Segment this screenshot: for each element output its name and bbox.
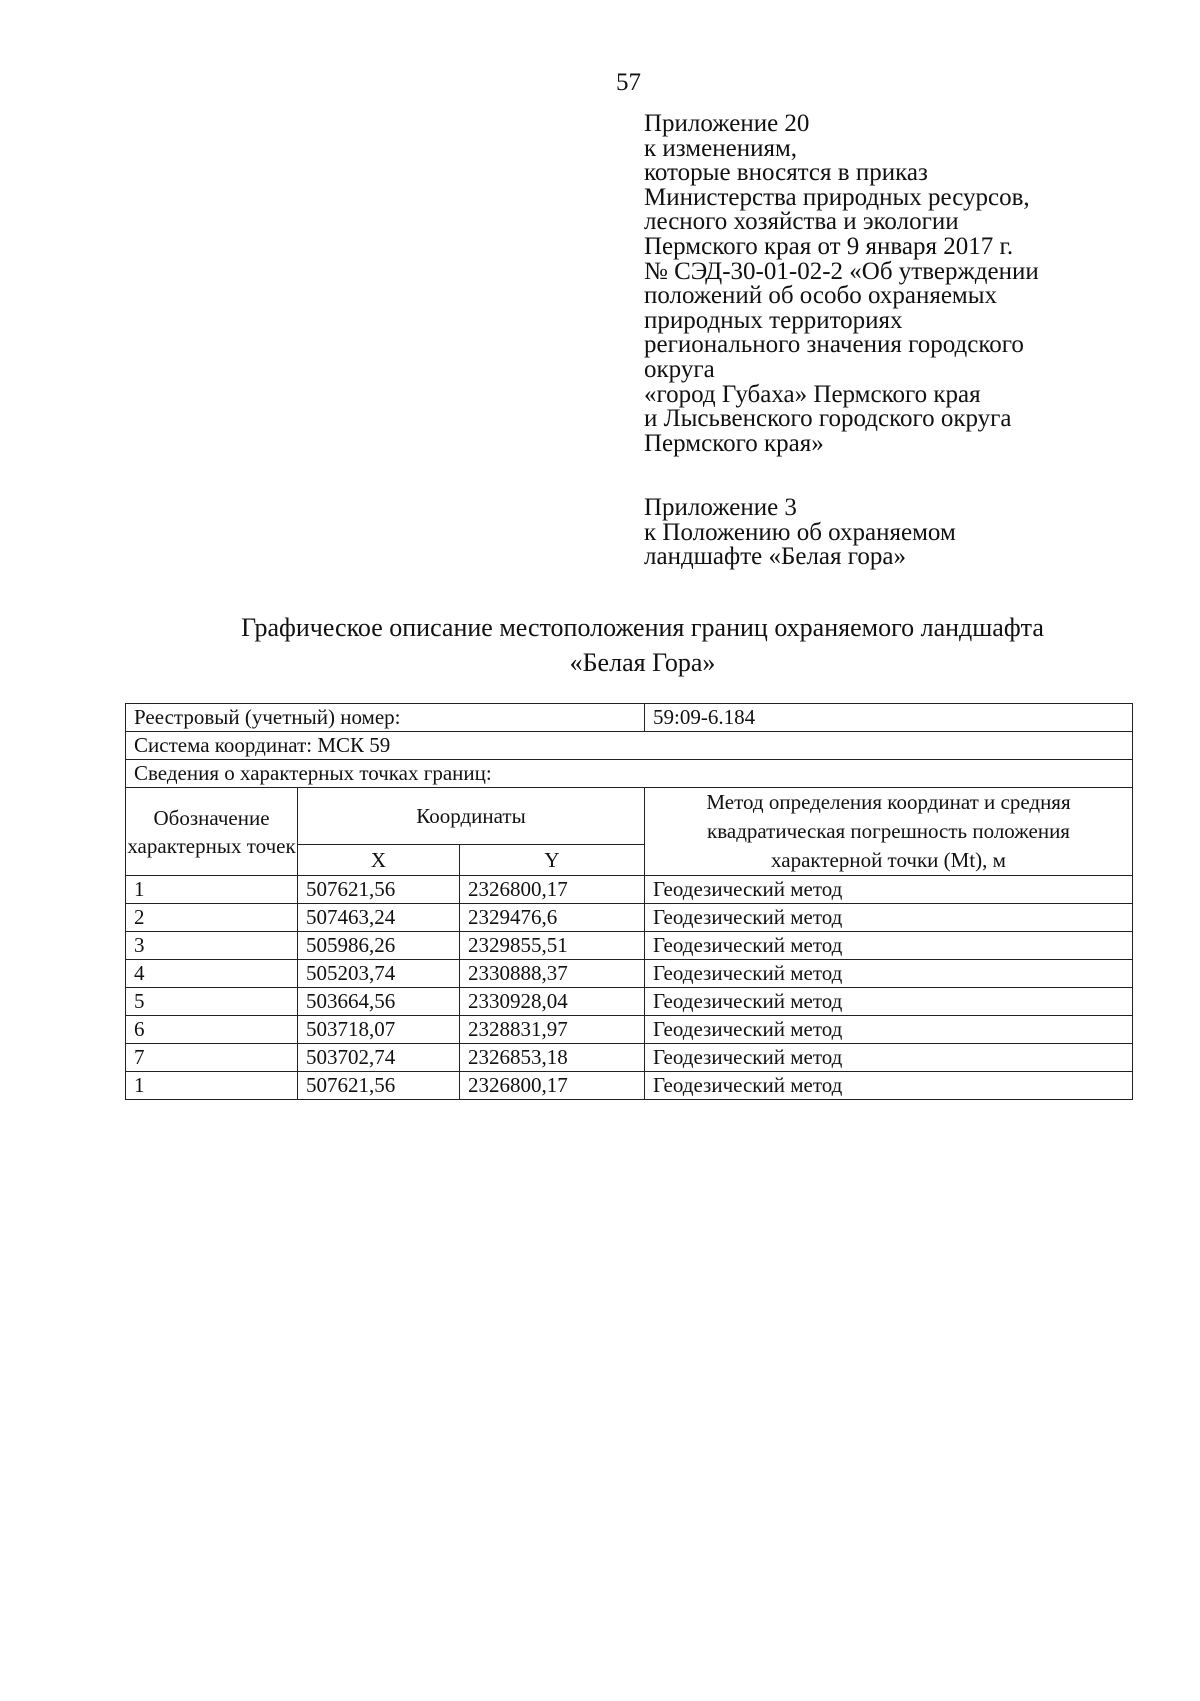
table-row: [126, 1044, 1133, 1072]
document-title-line-1: Графическое описание местоположения границ охраняемого ландшафта: [241, 613, 1044, 642]
coord-y: 2326853,18: [460, 1044, 645, 1072]
method: Геодезический метод: [645, 932, 1133, 960]
point-number: 6: [126, 1016, 298, 1044]
point-number: 5: [126, 988, 298, 1016]
appendix-3-header: [644, 496, 1174, 570]
coord-y: 2329855,51: [460, 932, 645, 960]
appendix-20-line: Министерства природных ресурсов,: [644, 183, 1030, 211]
coord-x: 503702,74: [298, 1044, 460, 1072]
point-number: 1: [126, 876, 298, 904]
coord-system-cell: Система координат: МСК 59: [126, 732, 1133, 760]
coord-x: 507621,56: [298, 876, 460, 904]
coord-x: 507621,56: [298, 1072, 460, 1100]
points-info-cell: Сведения о характерных точках границ:: [126, 760, 1133, 788]
table-row: [126, 1016, 1133, 1044]
method: Геодезический метод: [645, 960, 1133, 988]
appendix-20-line: «город Губаха» Пермского края: [644, 380, 981, 408]
appendix-20-line: природных территориях: [644, 306, 903, 334]
table-row: [126, 1072, 1133, 1100]
appendix-20-line: и Лысьвенского городского округа: [644, 405, 1012, 433]
point-number: 4: [126, 960, 298, 988]
coord-x: 505986,26: [298, 932, 460, 960]
table-row: [126, 960, 1133, 988]
coord-y: 2326800,17: [460, 1072, 645, 1100]
header-coordinates: Координаты: [298, 788, 645, 845]
coord-y: 2326800,17: [460, 876, 645, 904]
coord-x: 503718,07: [298, 1016, 460, 1044]
method: Геодезический метод: [645, 988, 1133, 1016]
table-row: [126, 988, 1133, 1016]
coord-x: 505203,74: [298, 960, 460, 988]
appendix-20-line: лесного хозяйства и экологии: [644, 208, 959, 236]
coord-y: 2330888,37: [460, 960, 645, 988]
coord-y: 2329476,6: [460, 904, 645, 932]
appendix-20-line: регионального значения городского: [644, 331, 1024, 359]
point-number: 1: [126, 1072, 298, 1100]
coord-x: 503664,56: [298, 988, 460, 1016]
method: Геодезический метод: [645, 1016, 1133, 1044]
header-method: Метод определения координат и средняя квадратическая погрешность положения характерной точки (Mt), м: [645, 788, 1133, 876]
page-number: 57: [616, 69, 641, 96]
method: Геодезический метод: [645, 876, 1133, 904]
method: Геодезический метод: [645, 1072, 1133, 1100]
points-info-row: [126, 760, 1133, 788]
point-number: 3: [126, 932, 298, 960]
table-header-row: [126, 788, 1133, 845]
table-row: [126, 904, 1133, 932]
document-title-line-2: «Белая Гора»: [569, 648, 716, 677]
point-number: 2: [126, 904, 298, 932]
appendix-20-line: Пермского края»: [644, 429, 824, 457]
appendix-20-line: которые вносятся в приказ: [644, 159, 928, 187]
point-number: 7: [126, 1044, 298, 1072]
appendix-20-line: округа: [644, 355, 715, 383]
table-row: [126, 876, 1133, 904]
coord-y: 2330928,04: [460, 988, 645, 1016]
appendix-20-line: № СЭД-30-01-02-2 «Об утверждении: [644, 257, 1039, 285]
method: Геодезический метод: [645, 1044, 1133, 1072]
appendix-3-line: к Положению об охраняемом: [644, 518, 956, 546]
coord-y: 2328831,97: [460, 1016, 645, 1044]
appendix-20-line: Пермского края от 9 января 2017 г.: [644, 232, 1014, 260]
appendix-20-line: положений об особо охраняемых: [644, 282, 998, 310]
coord-system-row: [126, 732, 1133, 760]
registry-row: [126, 704, 1133, 732]
coord-x: 507463,24: [298, 904, 460, 932]
appendix-20-line: Приложение 20: [644, 110, 810, 137]
header-designation: Обозначение характерных точек: [126, 788, 298, 876]
table-row: [126, 932, 1133, 960]
registry-value: 59:09-6.184: [645, 704, 1133, 732]
method: Геодезический метод: [645, 904, 1133, 932]
appendix-3-line: ландшафте «Белая гора»: [644, 543, 906, 571]
appendix-20-header: [644, 112, 1174, 456]
boundary-points-table: [125, 703, 1133, 1100]
appendix-3-line: Приложение 3: [644, 494, 797, 521]
header-x: X: [298, 844, 460, 875]
document-title: [120, 610, 1165, 680]
appendix-20-line: к изменениям,: [644, 134, 798, 162]
registry-label: Реестровый (учетный) номер:: [126, 704, 645, 732]
header-y: Y: [460, 844, 645, 875]
